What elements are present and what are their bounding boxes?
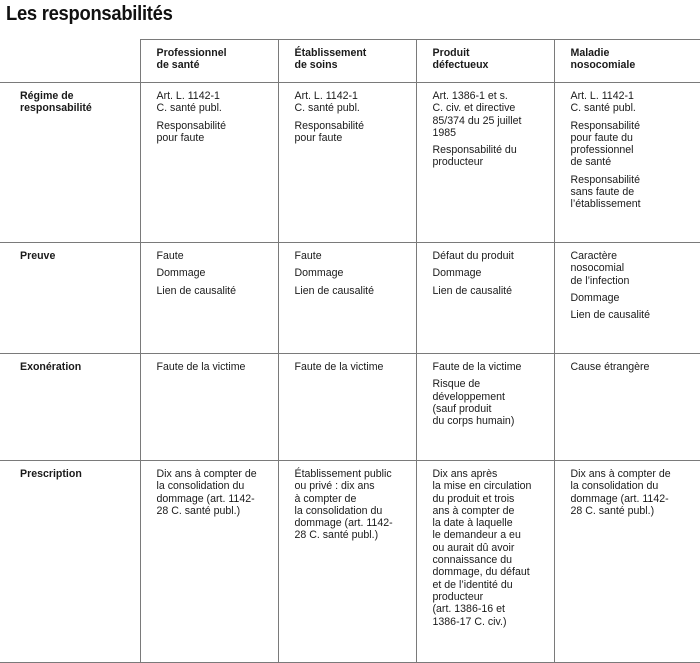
header-row [0, 40, 700, 83]
cell-paragraph: Faute [294, 250, 322, 262]
table-cell [554, 243, 700, 354]
cell-paragraph: Art. L. 1142-1 C. santé publ. [570, 90, 636, 115]
cell-paragraph: Dommage [156, 267, 206, 280]
table-cell [278, 243, 416, 354]
table-cell [278, 461, 416, 663]
cell-paragraph: Lien de causalité [294, 284, 375, 297]
table-cell [140, 83, 278, 243]
cell-paragraph: Établissement public ou privé : dix ans à compter de la consolidation du dommage (art. 1142- 28 C. santé publ.) [294, 468, 393, 542]
table-cell [416, 83, 554, 243]
table-cell [416, 354, 554, 461]
cell-paragraph: Risque de développement (sauf produit du corps humain) [432, 378, 515, 428]
cell-paragraph: Dix ans à compter de la consolidation du dommage (art. 1142- 28 C. santé publ.) [570, 468, 671, 517]
corner-cell [0, 40, 140, 83]
table-cell [554, 354, 700, 461]
cell-paragraph: Faute de la victime [432, 361, 522, 373]
table-cell [554, 461, 700, 663]
cell-paragraph: Art. L. 1142-1 C. santé publ. [156, 90, 222, 115]
row-header: Preuve [0, 243, 140, 354]
cell-paragraph: Faute de la victime [156, 361, 246, 373]
table-cell [416, 461, 554, 663]
cell-paragraph: Responsabilité sans faute de l’établissement [570, 173, 641, 211]
cell-paragraph: Art. L. 1142-1 C. santé publ. [294, 90, 360, 115]
column-header: Professionnel de santé [140, 40, 278, 83]
row-header: Prescription [0, 461, 140, 663]
cell-paragraph: Dommage [432, 267, 482, 280]
cell-paragraph: Faute [156, 250, 184, 262]
table-row [0, 354, 700, 461]
responsibilities-table [0, 39, 700, 663]
table-row [0, 83, 700, 243]
row-header: Exonération [0, 354, 140, 461]
cell-paragraph: Responsabilité pour faute [294, 119, 364, 144]
cell-paragraph: Lien de causalité [156, 284, 237, 297]
cell-paragraph: Défaut du produit [432, 250, 514, 262]
cell-paragraph: Faute de la victime [294, 361, 384, 373]
table-row [0, 461, 700, 663]
column-header: Établissement de soins [278, 40, 416, 83]
column-header: Produit défectueux [416, 40, 554, 83]
table-cell [140, 461, 278, 663]
table-cell [278, 83, 416, 243]
cell-paragraph: Dix ans après la mise en circulation du produit et trois ans à compter de la date à laquelle le demandeur a eu ou aurait dû avoir connaissance du dommage, du défaut et de l’identité du producteur (art. 1386-16 et 1386-17 C. civ.) [432, 468, 532, 628]
cell-paragraph: Art. 1386-1 et s. C. civ. et directive 85/374 du 25 juillet 1985 [432, 90, 522, 139]
cell-paragraph: Responsabilité pour faute du professionnel de santé [570, 119, 640, 169]
cell-paragraph: Lien de causalité [570, 309, 651, 322]
table-cell [416, 243, 554, 354]
cell-paragraph: Lien de causalité [432, 284, 513, 297]
cell-paragraph: Cause étrangère [570, 361, 650, 373]
cell-paragraph: Dommage [570, 291, 620, 304]
table-cell [554, 83, 700, 243]
table-cell [140, 354, 278, 461]
cell-paragraph: Dommage [294, 267, 344, 280]
cell-paragraph: Dix ans à compter de la consolidation du dommage (art. 1142- 28 C. santé publ.) [156, 468, 257, 517]
cell-paragraph: Responsabilité pour faute [156, 119, 226, 144]
column-header: Maladie nosocomiale [554, 40, 700, 83]
page-title: Les responsabilités [6, 3, 173, 25]
table-row [0, 243, 700, 354]
cell-paragraph: Caractère nosocomial de l’infection [570, 250, 630, 287]
table-cell [140, 243, 278, 354]
cell-paragraph: Responsabilité du producteur [432, 144, 517, 169]
table-cell [278, 354, 416, 461]
row-header: Régime de responsabilité [0, 83, 140, 243]
